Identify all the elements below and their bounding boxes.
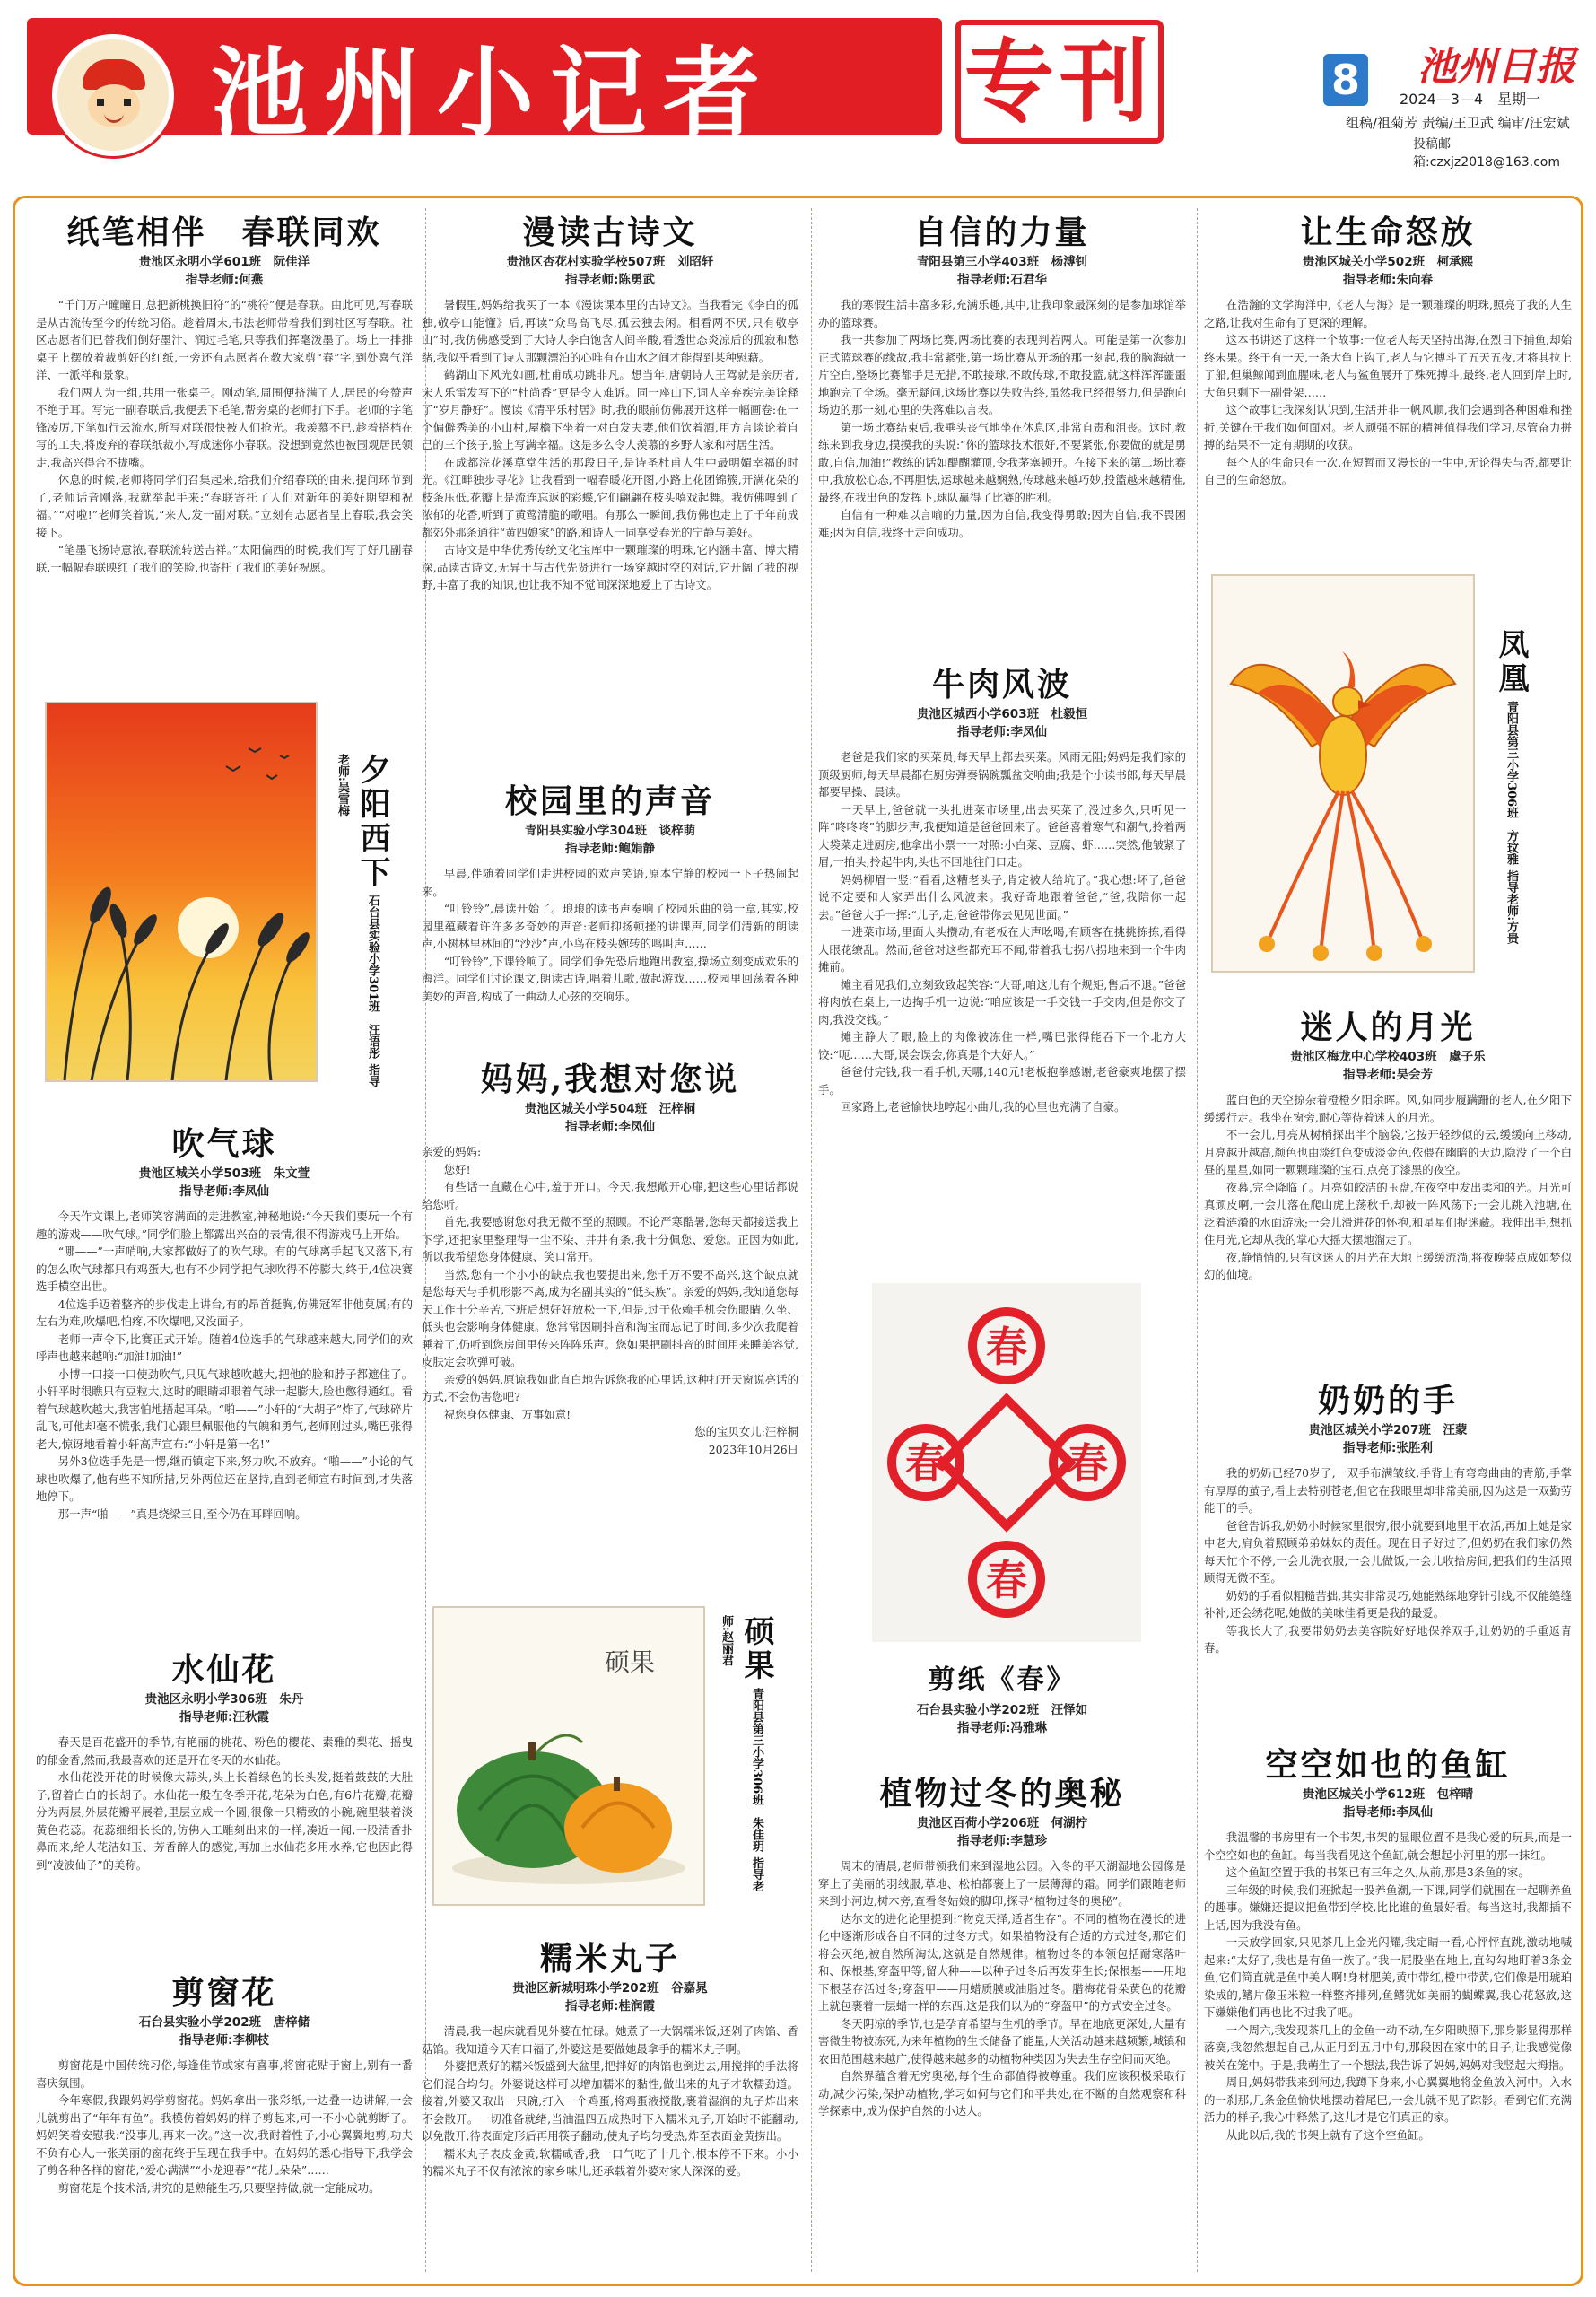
article-paragraph: 这本书讲述了这样一个故事:一位老人每天坚持出海,在烈日下捕鱼,却始终未果。终于有一天,一条大鱼上钩了,老人与它搏斗了五天五夜,才将其拉上了船,但巢鲸闻到血腥味,老人与鲨鱼展开了殊死搏斗,最终,老人回到岸上时,大鱼只剩下一副骨架……	[1204, 333, 1572, 399]
letter-signature: 您的宝贝女儿:汪梓桐	[694, 1425, 798, 1438]
painting-author: 青阳县第三小学306班 朱佳玥	[750, 1688, 763, 1853]
reporter-mascot-icon	[52, 34, 174, 156]
article-paragraph: 夜幕,完全降临了。月亮如皎洁的玉盘,在夜空中发出柔和的光。月光可真顽皮啊,一会儿落在爬山虎上荡秋千,却被一阵风荡下;一会儿跳入池塘,在泛着涟漪的水面游泳;一会儿滑进花的怀抱,和星星们捉迷藏。我伸出手,想抓住月光,它却从我的掌心大摇大摆地溜走了。	[1204, 1180, 1572, 1246]
article-title: 牛肉风波	[931, 666, 1072, 703]
article-xiaoyuan	[422, 781, 798, 1005]
article-teacher: 指导老师:李凤仙	[957, 725, 1047, 739]
article-title: 吹气球	[171, 1125, 277, 1163]
article-paragraph: 蓝白色的天空掠杂着橙橙夕阳余晖。风,如同步履蹒跚的老人,在夕阳下缓缓行走。我坐在窗旁,耐心等待着迷人的月光。	[1204, 1093, 1572, 1124]
article-byline: 贵池区城西小学603班 杜毅恒	[916, 707, 1088, 721]
article-paragraph: 春天是百花盛开的季节,有艳丽的桃花、粉色的樱花、素雅的梨花、摇曳的郁金香,然而,我最喜欢的还是开在冬天的水仙花。	[36, 1735, 413, 1767]
article-teacher: 指导老师:石君华	[957, 273, 1047, 287]
masthead	[0, 0, 1596, 170]
article-title: 糯米丸子	[539, 1940, 680, 1978]
article-byline: 石台县实验小学202班 唐梓储	[138, 2015, 310, 2030]
article-title: 空空如也的鱼缸	[1265, 1746, 1511, 1784]
article-teacher: 指导老师:汪秋霞	[179, 1710, 269, 1725]
painting-author: 青阳县第三小学306班 方玟雅	[1504, 701, 1518, 866]
article-paragraph: 外婆把煮好的糯米饭盛到大盆里,把拌好的肉馅也倒进去,用搅拌的手法将它们混合均匀。外婆说这样可以增加糯米的黏性,做出来的丸子才软糯劲道。接着,外婆又取出一只碗,打入一个鸡蛋,将鸡蛋液搅散,裹着湿润的丸子炸出来不会散开。一切准备就绪,当油温四五成热时下入糯米丸子,开始时不能翻动,以免散开,待表面定形后再用筷子翻动,使丸子均匀受热,炸至表面金黄捞出。	[422, 2059, 798, 2143]
article-chunlian	[36, 212, 413, 576]
article-paragraph: 摊主看见我们,立刻致致起笑容:“大哥,咱这儿有个规矩,售后不退。”爸爸将肉放在桌上,一边掏手机一边说:“咱应该是一手交钱一手交肉,但是你交了肉,我没交钱。”	[818, 977, 1186, 1026]
article-zixin	[818, 212, 1186, 541]
article-jianchuanghua	[36, 1972, 413, 2197]
article-niurou	[818, 664, 1186, 1116]
article-mama	[422, 1059, 798, 1458]
article-paragraph: 4位选手迈着整齐的步伐走上讲台,有的昂首挺胸,仿佛冠军非他莫属;有的左右为难,吹爆吧,怕疼,不吹爆吧,又没面子。	[36, 1297, 413, 1328]
article-teacher: 指导老师:陈勇武	[565, 273, 655, 287]
article-yugang	[1204, 1744, 1572, 2144]
page-number-badge: 8	[1323, 54, 1368, 106]
article-paragraph: 这个故事让我深刻认识到,生活并非一帆风顺,我们会遇到各种困难和挫折,关键在于我们如何面对。老人顽强不屈的精神值得我们学习,尽管奋力拼搏的结果不一定有期期的收获。	[1204, 403, 1572, 451]
article-paragraph: 从此以后,我的书架上就有了这个空鱼缸。	[1225, 2127, 1430, 2142]
article-paragraph: 那一声“啪——”真是绕梁三日,至今仍在耳畔回响。	[57, 1507, 307, 1521]
article-byline: 贵池区梅龙中心学校403班 虞子乐	[1290, 1050, 1486, 1064]
article-paragraph: 另外3位选手先是一愣,继而镇定下来,努力吹,不放弃。“啪——”小论的气球也吹爆了,他有些不知所措,另外两位还在坚持,直到老师宣布时间到,才失落地停下。	[36, 1454, 413, 1503]
article-shengming	[1204, 212, 1572, 489]
article-title: 植物过冬的奥秘	[879, 1775, 1125, 1812]
article-title: 纸笔相伴 春联同欢	[66, 214, 382, 251]
papercut-glyph-right: 春	[1067, 1439, 1108, 1488]
painting-teacher: 指导老师:方贵	[1504, 869, 1518, 945]
article-paragraph: 一天放学回家,只见茶几上金光闪耀,我定睛一看,心怦怦直跳,激动地喊起来:“太好了,我也是有鱼一族了。”我一屁股坐在地上,直勾勾地盯着3条金鱼,它们简直就是鱼中美人啊!身材肥美,黄中带红,橙中带黄,它们像是用琥珀染成的,鳍片像玉米粒一样整齐排列,鱼鳍犹如美丽的蝴蝶翼,我心花怒放,这下嫌嫌他们再也比不过我了吧。	[1204, 1935, 1572, 2019]
article-byline: 贵池区城关小学207班 汪蒙	[1308, 1423, 1468, 1437]
article-paragraph: 今年寒假,我跟妈妈学剪窗花。妈妈拿出一张彩纸,一边叠一边讲解,一会儿就剪出了“年年有鱼”。我模仿着妈妈的样子剪起来,可一不小心就剪断了。妈妈笑着安慰我:“没事儿,再来一次。”这一次,我耐着性子,小心翼翼地剪,功夫不负有心人,一张美丽的窗花终于呈现在我手中。在妈妈的悉心指导下,我学会了剪各种各样的窗花,“爱心满满”“小龙迎春”“花儿朵朵”……	[36, 2093, 413, 2177]
article-byline: 贵池区永明小学601班 阮佳洋	[138, 255, 310, 269]
article-title: 剪窗花	[171, 1974, 277, 2012]
papercut-glyph-bottom: 春	[986, 1556, 1027, 1604]
article-paragraph: “叮铃铃”,下课铃响了。同学们争先恐后地跑出教室,操场立刻变成欢乐的海洋。同学们讨论课文,朗读古诗,唱着儿歌,做起游戏……校园里回荡着各种美妙的声音,构成了一曲动人心弦的交响乐。	[422, 954, 798, 1003]
article-teacher: 指导老师:鲍娟静	[565, 842, 655, 856]
papercut-teacher: 指导老师:冯雅琳	[957, 1721, 1047, 1735]
article-paragraph: 冬天阴凉的季节,也是孕育希望与生机的季节。早在地底更深处,大量有害微生物被冻死,为来年植物的生长储备了能量,大关活动越来越频繁,城镇和农田范围越来越广,使得越来越多的动植物种类因为失去生存空间而灭绝。	[818, 2016, 1186, 2066]
article-paragraph: 奶奶的手看似粗糙苦拙,其实非常灵巧,她能熟练地穿针引线,不仅能缝缝补补,还会绣花呢,她做的美味佳肴更是我的最爱。	[1204, 1588, 1572, 1620]
article-paragraph: 等我长大了,我要带奶奶去美容院好好地保养双手,让奶奶的手重返青春。	[1204, 1623, 1572, 1655]
title-banner	[27, 18, 942, 150]
painting-caption	[1489, 628, 1533, 969]
article-teacher: 指导老师:吴会芳	[1343, 1068, 1433, 1082]
painting-caption	[718, 1615, 779, 1902]
article-paragraph: 剪窗花是个技术活,讲究的是熟能生巧,只要坚持做,就一定能成功。	[57, 2180, 380, 2195]
article-paragraph: 妈妈柳眉一竖:“看看,这糟老头子,肯定被人给坑了。”我心想:坏了,爸爸说不定要和人家弄出什么风波来。我好奇地跟着爸爸,“爸,我陪你一起去。”爸爸大手一挥:“儿子,走,爸爸带你去见见世面。”	[818, 872, 1186, 921]
article-byline: 贵池区杏花村实验学校507班 刘昭轩	[506, 255, 714, 269]
article-title: 让生命怒放	[1300, 214, 1476, 251]
article-title: 奶奶的手	[1317, 1382, 1458, 1419]
article-paragraph: 在浩瀚的文学海洋中,《老人与海》是一颗璀璨的明珠,照亮了我的人生之路,让我对生命有了更深的理解。	[1204, 298, 1572, 329]
submission-email: 投稿邮箱:czxjz2018@163.com	[1413, 137, 1560, 170]
article-paragraph: 爸爸告诉我,奶奶小时候家里很穷,很小就要到地里干农活,再加上她是家中老大,肩负着照顾弟弟妹妹的责任。现在日子好过了,但奶奶在我们家仍然每天忙个不停,一会儿洗衣服,一会儿做饭,一会儿收拾房间,把我们的生活照顾得无微不至。	[1204, 1518, 1572, 1585]
article-paragraph: 摊主静大了眼,脸上的肉像被冻住一样,嘴巴张得能吞下一个北方大饺:“呃……大哥,误会误会,你真是个大好人。”	[818, 1030, 1186, 1061]
article-byline: 贵池区新城明珠小学202班 谷嘉晁	[512, 1981, 708, 1996]
special-issue-box	[955, 20, 1164, 144]
article-paragraph: 亲爱的妈妈,原谅我如此直白地告诉您我的心里话,这种打开天窗说亮话的方式,不会伤害您吧?	[422, 1372, 798, 1403]
painting-caption	[334, 754, 395, 1095]
article-paragraph: 达尔文的进化论里提到:“物竞天择,适者生存”。不同的植物在漫长的进化中逐渐形成各自不同的过冬方式。如果植物没有合适的方式过冬,那它们将会灭绝,被自然所淘汰,这就是自然规律。植物过冬的本领包括耐寒落叶和、保根基,穿盔甲等,留大种——以种子过冬后再发芽生长;保根基——用地下根茎存活过冬;穿盔甲——用蜡质膜或油脂过冬。腊梅花骨朵黄色的花瓣上就包裹着一层蜡一样的东西,这是我们以为的“穿盔甲”的方式安全过冬。	[818, 1911, 1186, 2013]
papercut-caption	[818, 1660, 1186, 1744]
letter-salutation: 亲爱的妈妈:	[422, 1145, 482, 1158]
article-paragraph: 这个鱼缸空置于我的书架已有三年之久,从前,那是3条鱼的家。	[1225, 1865, 1530, 1879]
papercut-chun-icon	[872, 1283, 1141, 1642]
article-teacher: 指导老师:朱向春	[1343, 273, 1433, 287]
letter-date: 2023年10月26日	[708, 1442, 798, 1456]
article-paragraph: 三年级的时候,我们班掀起一股养鱼潮,一下课,同学们就围在一起聊养鱼的趣事。嫌嫌还提议把鱼带到学校,比比谁的鱼最好看。每当这时,我都插不上话,因为我没有鱼。	[1204, 1882, 1572, 1932]
article-byline: 贵池区永明小学306班 朱丹	[144, 1692, 304, 1707]
article-paragraph: 一进菜市场,里面人头攒动,有老板在大声吆喝,有顾客在挑挑拣拣,看得人眼花缭乱。然而,爸爸对这些都充耳不闻,带着我七拐八拐地来到一个牛肉摊前。	[818, 925, 1186, 974]
article-paragraph: 我温馨的书房里有一个书架,书架的显眼位置不是我心爱的玩具,而是一个空空如也的鱼缸。每当我看见这个鱼缸,就会想起小河里的那一抹红。	[1204, 1830, 1572, 1862]
article-teacher: 指导老师:李慧珍	[957, 1834, 1047, 1848]
sunset-painting-icon	[47, 703, 316, 1080]
phoenix-painting-icon	[1213, 576, 1473, 971]
pumpkin-painting-icon	[434, 1608, 703, 1904]
article-teacher: 指导老师:李凤仙	[565, 1120, 655, 1134]
article-paragraph: 清晨,我一起床就看见外婆在忙碌。她煮了一大锅糯米饭,还剁了肉馅、香菇馅。我知道今天有口福了,外婆这是要做她最拿手的糯米丸子啊。	[422, 2024, 798, 2056]
article-paragraph: 不一会儿,月亮从树梢探出半个脑袋,它按开轻纱似的云,缓缓向上移动,月亮越升越高,颜色也由淡红色变成淡金色,依偎在幽暗的天边,隐没了一个白昼的星星,如同一颗颗璀璨的宝石,点亮了漆黑的夜空。	[1204, 1128, 1572, 1176]
article-paragraph: 我们两人为一组,共用一张桌子。刚动笔,周围便挤满了人,居民的夸赞声不绝于耳。写完一副春联后,我便丢下毛笔,帮旁桌的老师打下手。老师的字笔锋凌厉,下笔如行云流水,所写对联很快被人们抢光。我羡慕不已,趁着搭档在写的工夫,将废弃的春联纸裁小,写成迷你小春联。没想到竟然也被围观居民领走,我高兴得合不拢嘴。	[36, 385, 413, 469]
article-paragraph: 暑假里,妈妈给我买了一本《漫读课本里的古诗文》。当我看完《李白的孤独,敬亭山能懂》后,再读“众鸟高飞尽,孤云独去闲。相看两不厌,只有敬亭山”时,我仿佛感受到了大诗人李白饱含人间辛酸,看透世态炎凉后的孤寂和愁绪,我似乎看到了诗人那颗漂泊的心唯有在山水之间才能得到某种慰藉。	[422, 298, 798, 364]
article-nainai	[1204, 1380, 1572, 1657]
article-paragraph: 休息的时候,老师将同学们召集起来,给我们介绍春联的由来,提问环节到了,老师话音刚落,我就举起手来:“春联寄托了人们对新年的美好期望和祝福。”“对啦!”老师笑着说,“来人,发一副对联。”立刻有志愿者呈上春联,我会笑接下。	[36, 473, 413, 539]
issue-date: 2024—3—4 星期一	[1400, 91, 1541, 108]
painting-teacher: 指导老师:吴雪梅	[336, 754, 379, 1087]
article-paragraph: 回家路上,老爸愉快地哼起小曲儿,我的心里也充满了自豪。	[840, 1100, 1126, 1114]
article-teacher: 指导老师:李柳枝	[179, 2033, 269, 2048]
article-title: 自信的力量	[914, 214, 1090, 251]
newspaper-name: 池州日报	[1417, 44, 1575, 90]
editor-credits: 组稿/祖菊芳 责编/王卫武 编审/汪宏斌	[1346, 115, 1570, 131]
article-title: 漫读古诗文	[522, 214, 698, 251]
article-paragraph: 一个周六,我发现茶几上的金鱼一动不动,在夕阳映照下,那身影显得那样落寞,我忽然想起自己,从正月到五月中旬,那段因在家中的日子,让我感觉像被关在笼中。于是,我萌生了一个想法,我告诉了妈妈,妈妈对我竖起大拇指。	[1204, 2022, 1572, 2072]
article-paragraph: 今天作文课上,老师笑容满面的走进教室,神秘地说:“今天我们要玩一个有趣的游戏——吹气球。”同学们脸上都露出兴奋的表情,很不得游戏马上开始。	[36, 1210, 413, 1241]
article-paragraph: 夜,静悄悄的,只有这迷人的月光在大地上缓缓流淌,将夜晚装点成如梦似幻的仙境。	[1204, 1250, 1572, 1281]
article-byline: 贵池区百荷小学206班 何湖柠	[916, 1816, 1088, 1830]
article-paragraph: “叮铃铃”,晨读开始了。琅琅的读书声奏响了校园乐曲的第一章,其实,校园里蕴藏着许许多多奇妙的声音:老师抑扬顿挫的讲课声,同学们清新的朗读声,小树林里林间的“沙沙”声,小鸟在枝头婉转的鸣叫声……	[422, 902, 798, 950]
article-mandu	[422, 212, 798, 594]
article-teacher: 指导老师:何燕	[185, 273, 264, 287]
article-paragraph: 水仙花没开花的时候像大蒜头,头上长着绿色的长头发,挺着鼓鼓的大肚子,留着白白的长胡子。水仙花一般在冬季开花,花朵为白色,有6片花瓣,花瓣分为两层,外层花瓣平展着,里层立成一个圆,很像一只精致的小碗,碗里装着淡黄色花蕊。花蕊细细长长的,仿佛人工雕刻出来的一样,凑近一闻,一股清香扑鼻而来,给人花洁如玉、芳香醉人的感觉,再加上水仙花多用水养,它也因此得到“凌波仙子”的美称。	[36, 1770, 413, 1872]
article-paragraph: “哪——”一声哨响,大家都做好了的吹气球。有的气球离手起飞又落下,有的怎么吹气球都只有鸡蛋大,也有不少同学把气球吹得不停膨大,终于,4位决赛选手横空出世。	[36, 1245, 413, 1293]
article-paragraph: 早晨,伴随着同学们走进校园的欢声笑语,原本宁静的校园一下子热闹起来。	[422, 867, 798, 898]
article-paragraph: 糯米丸子表皮金黄,软糯咸香,我一口气吃了十几个,根本停不下来。小小的糯米丸子不仅有浓浓的家乡味儿,还承载着外婆对家人深深的爱。	[422, 2146, 798, 2178]
article-byline: 青阳县第三小学403班 杨溥钊	[916, 255, 1088, 269]
painting-inscription: 硕果	[605, 1647, 656, 1677]
article-paragraph: 祝您身体健康、万事如意!	[443, 1407, 571, 1421]
article-teacher: 指导老师:李凤仙	[179, 1184, 269, 1199]
article-zhiwu	[818, 1773, 1186, 2120]
article-paragraph: 周末的清晨,老师带领我们来到湿地公园。入冬的平天湖湿地公园像是穿上了美丽的羽绒服,草地、松柏都裹上了一层薄薄的霜。同学们跟随老师来到小河边,树木旁,查看冬姑娘的脚印,探寻“植物过冬的奥秘”。	[818, 1859, 1186, 1908]
article-paragraph: 剪窗花是中国传统习俗,每逢佳节或家有喜事,将窗花贴于窗上,别有一番喜庆氛围。	[36, 2058, 413, 2090]
article-byline: 贵池区城关小学503班 朱文萱	[138, 1166, 310, 1181]
article-paragraph: 自然界蕴含着无穷奥秘,每个生命都值得被尊重。我们应该积极采取行动,减少污染,保护动植物,学习如何与它们和平共处,在不断的自然观察和科学探索中,成为保护自然的小达人。	[818, 2069, 1186, 2118]
papercut-title: 剪纸《春》	[928, 1664, 1077, 1696]
article-paragraph: 周日,妈妈带我来到河边,我蹲下身来,小心翼翼地将金鱼放入河中。入水的一刹那,几条金鱼愉快地摆动着尾巴,一会儿就不见了踪影。看到它们充满活力的样子,我心中释然了,这儿才是它们真正的家。	[1204, 2075, 1572, 2124]
column-divider	[1197, 208, 1198, 2272]
article-paragraph: 在成都浣花溪草堂生活的那段日子,是诗圣杜甫人生中最明媚幸福的时光。《江畔独步寻花》让我看到一幅春暖花开图,小路上花团锦簇,开满花朵的枝条压低,花瓣上是流连忘返的彩蝶,它们翩翩在枝头嘻戏起舞。我仿佛嗅到了浓郁的花香,听到了黄莺清脆的歌唱。有那么一瞬间,我仿佛也走上了千年前成都郊外那条通往“黄四娘家”的路,和诗人一同享受春光的宁静与美好。	[422, 455, 798, 539]
article-shuixianhua	[36, 1649, 413, 1873]
painting-phoenix	[1211, 574, 1475, 973]
article-paragraph: 您好!	[443, 1162, 471, 1176]
painting-teacher: 指导老师:赵丽君	[720, 1615, 763, 1892]
article-teacher: 指导老师:李凤仙	[1343, 1805, 1433, 1820]
article-byline: 贵池区城关小学504班 汪梓桐	[524, 1102, 696, 1116]
article-paragraph: 爸爸付完钱,我一看手机,天哪,140元!老板抱拳感谢,老爸豪爽地摆了摆手。	[818, 1065, 1186, 1096]
special-issue-label: 专刊	[964, 29, 1155, 135]
article-yueguang	[1204, 1007, 1572, 1284]
article-paragraph: 首先,我要感谢您对我无微不至的照顾。不论严寒酷暑,您每天都接送我上下学,还把家里整理得一尘不染、井井有条,我十分佩您、爱您。正因为如此,所以我希望您身体健康、笑口常开。	[422, 1215, 798, 1263]
article-paragraph: 第一场比赛结束后,我垂头丧气地坐在休息区,非常自责和沮丧。这时,教练来到我身边,摸摸我的头说:“你的篮球技术很好,不要紧张,你要做的就是勇敢,自信,加油!”教练的话如醍醐灌顶,令我茅塞顿开。在接下来的第二场比赛中,我放松心态,不再胆怯,运球越来越娴熟,传球越来越巧妙,投篮越来越精准,最终,在我出色的发挥下,球队赢得了比赛的胜利。	[818, 420, 1186, 504]
article-paragraph: 老师一声令下,比赛正式开始。随着4位选手的气球越来越大,同学们的欢呼声也越来越响:“加油!加油!”	[36, 1332, 413, 1363]
article-paragraph: 一天早上,爸爸就一头扎进菜市场里,出去买菜了,没过多久,只听见一阵“咚咚咚”的脚步声,我便知道是爸爸回来了。爸爸喜着寒气和潮气,拎着两大袋菜走进厨房,他拿出小票一一对照:小白菜、豆腐、虾……突然,他皱紧了眉,一拍头,拎起牛肉,头也不回地往门口走。	[818, 802, 1186, 869]
article-byline: 青阳县实验小学304班 谈梓萌	[524, 824, 696, 838]
article-paragraph: “笔墨飞扬诗意浓,春联流转送吉祥。”太阳偏西的时候,我们写了好几副春联,一幅幅春联映红了我们的笑脸,也寄托了我们的美好祝愿。	[36, 543, 413, 574]
article-nuomi	[422, 1938, 798, 2180]
article-paragraph: 有些话一直藏在心中,羞于开口。今天,我想敞开心扉,把这些心里话都说给您听。	[422, 1180, 798, 1211]
painting-author: 石台县实验小学301班 汪语彤	[366, 895, 379, 1060]
article-paragraph: 当然,您有一个小小的缺点我也要提出来,您千万不要不高兴,这个缺点就是您每天与手机形影不离,成为名副其实的“低头族”。亲爱的妈妈,我知道您每天工作十分辛苦,下班后想好好放松一下,但是,过于依赖手机会伤眼睛,久坐、低头也会影响身体健康。您常常因刷抖音和淘宝而忘记了时间,多少次我爬着睡着了,仍听到您房间里传来阵阵乐声。您如果把刷抖音的时间用来睡美容觉,皮肤定会吹弹可破。	[422, 1267, 798, 1368]
article-paragraph: 每个人的生命只有一次,在短暂而又漫长的一生中,无论得失与否,都要让自己的生命怒放。	[1204, 455, 1572, 486]
article-paragraph: “千门万户曈曈日,总把新桃换旧符”的“桃符”便是春联。由此可见,写春联是从古流传至今的传统习俗。趁着周末,书法老师带着我们到社区写春联。社区志愿者们已替我们倒好墨汁、润过毛笔,只等我们挥毫泼墨了。场上一排排桌子上摆放着裁剪好的红纸,一旁还有志愿者在教大家剪“春”字,到处喜气洋洋、一派祥和景象。	[36, 298, 413, 381]
page-title: 池州小记者	[211, 37, 777, 150]
article-chuiqiqiu	[36, 1123, 413, 1523]
papercut-glyph-top: 春	[986, 1323, 1027, 1371]
article-paragraph: 古诗文是中华优秀传统文化宝库中一颗璀璨的明珠,它内涵丰富、博大精深,品读古诗文,无异于与古代先贤进行一场穿越时空的对话,它开阔了我的视野,丰富了我的知识,也让我不知不觉间深深地爱上了古诗文。	[422, 543, 798, 591]
article-paragraph: 我一共参加了两场比赛,两场比赛的表现判若两人。可能是第一次参加正式篮球赛的缘故,我非常紧张,第一场比赛从开场的那一刻起,我的脑海就一片空白,整场比赛都手足无措,不敢接球,不敢传球,不敢投篮,就这样浑浑噩噩地跑完了全场。毫无疑问,这场比赛以失败告终,虽然我已经很努力,但是跑向场边的那一刻,心里的失落难以言表。	[818, 333, 1186, 416]
painting-title: 硕果	[738, 1615, 774, 1683]
article-byline: 贵池区城关小学612班 包梓晴	[1302, 1787, 1474, 1802]
painting-title: 凤凰	[1493, 628, 1529, 696]
column-divider	[811, 208, 812, 2272]
article-paragraph: 老爸是我们家的买菜员,每天早上都去买菜。风雨无阻;妈妈是我们家的顶级厨师,每天早晨都在厨房弹奏锅碗瓢盆交响曲;我是个小读书郎,每天早晨都要早操、晨读。	[818, 750, 1186, 799]
article-title: 水仙花	[171, 1651, 277, 1689]
papercut-glyph-left: 春	[905, 1439, 946, 1488]
article-paragraph: 我的寒假生活丰富多彩,充满乐趣,其中,让我印象最深刻的是参加球馆举办的篮球赛。	[818, 298, 1186, 329]
papercut-author: 石台县实验小学202班 汪怿如	[916, 1703, 1088, 1717]
article-title: 妈妈,我想对您说	[480, 1061, 740, 1098]
article-paragraph: 小博一口接一口使劲吹气,只见气球越吹越大,把他的脸和脖子都遮住了。小轩平时很瞧只有豆粒大,这时的眼睛却眼着气球一起膨大,脸也憋得通红。看着气球越吹越大,我害怕地捂起耳朵。“啪——”小轩的“大胡子”炸了,气球碎片乱飞,可他却毫不慌张,我们心跟里佩服他的气魄和勇气,老师刚过头,嘴巴张得老大,惊讶地看着小轩高声宣布:“小轩是第一名!”	[36, 1367, 413, 1451]
painting-harvest	[432, 1606, 705, 1906]
papercut-spring	[872, 1283, 1141, 1642]
article-teacher: 指导老师:张胜利	[1343, 1441, 1433, 1455]
painting-sunset	[45, 702, 318, 1082]
article-paragraph: 我的奶奶已经70岁了,一双手布满皱纹,手背上有弯弯曲曲的青筋,手掌有厚厚的茧子,看上去特别苍老,但它在我眼里却非常美丽,因为这是一双勤劳能干的手。	[1204, 1466, 1572, 1515]
article-paragraph: 鹤湖山下风光如画,杜甫成功跳非凡。想当年,唐朝诗人王驾就是亲历者,宋人乐雷发写下的“杜尚香”更是令人难诉。同一座山下,词人辛弃疾完美诠释了“岁月静好”。慢读《清平乐村居》时,我的眼前仿佛展开这样一幅画卷:在一个偏僻秀美的小山村,屋檐下坐着一对白发夫妻,他们饮着酒,用方言谈论着自己的三个孩子,脸上写满幸福。这是多么令人羡慕的乡野人家和村居生活。	[422, 368, 798, 451]
article-title: 校园里的声音	[504, 782, 715, 820]
article-byline: 贵池区城关小学502班 柯承熙	[1302, 255, 1474, 269]
article-title: 迷人的月光	[1300, 1009, 1476, 1046]
painting-title: 夕阳西下	[354, 754, 390, 890]
article-paragraph: 自信有一种难以言喻的力量,因为自信,我变得勇敢;因为自信,我不畏困难;因为自信,我终于走向成功。	[818, 508, 1186, 539]
article-teacher: 指导老师:桂润霞	[565, 1999, 655, 2013]
